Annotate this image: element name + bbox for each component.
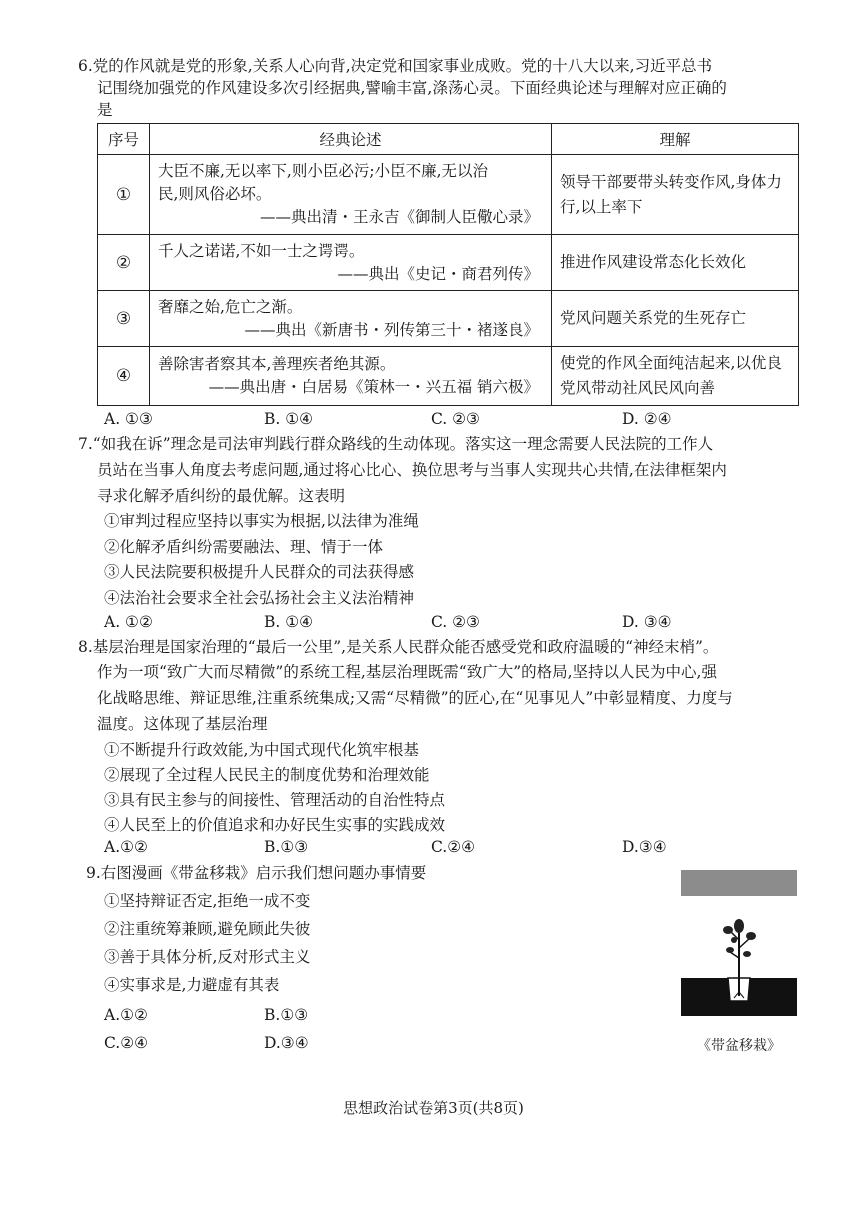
quote-cell <box>150 235 552 291</box>
tree-sapling-icon <box>723 919 756 978</box>
q7-stem-line-1: 7.“如我在诉”理念是司法审判践行群众路线的生动体现。落实这一理念需要人民法院的工作人 <box>78 435 714 453</box>
quote-source: ——典出《史记・商君列传》 <box>337 264 539 283</box>
q8-item-1: ①不断提升行政效能,为中国式现代化筑牢根基 <box>104 741 419 759</box>
page-footer: 思想政治试卷第3页(共8页) <box>343 1099 524 1117</box>
q9-option-d[interactable]: D.③④ <box>264 1034 309 1052</box>
quote-cell <box>150 347 552 406</box>
row-number: ② <box>98 235 150 291</box>
q8-item-4: ④人民至上的价值追求和办好民生实事的实践成效 <box>104 816 446 834</box>
q9-option-b[interactable]: B.①③ <box>264 1006 309 1024</box>
row-number: ③ <box>98 291 150 347</box>
q9-item-2: ②注重统筹兼顾,避免顾此失彼 <box>104 920 311 938</box>
q6-option-c[interactable]: C. ②③ <box>431 410 480 428</box>
q7-item-4: ④法治社会要求全社会弘扬社会主义法治精神 <box>104 589 415 607</box>
q9-option-c[interactable]: C.②④ <box>104 1034 149 1052</box>
q7-option-a[interactable]: A. ①② <box>104 613 153 631</box>
quote-text: 大臣不廉,无以率下,则小臣必污;小臣不廉,无以治 <box>158 162 489 180</box>
q9-item-3: ③善于具体分析,反对形式主义 <box>104 948 311 966</box>
quote-cell <box>150 155 552 235</box>
q6-stem-line-2: 记围绕加强党的作风建设多次引经据典,譬喻丰富,涤荡心灵。下面经典论述与理解对应正确的 <box>97 79 727 97</box>
classic-quotes-table <box>97 123 799 406</box>
q6-option-d[interactable]: D. ②④ <box>622 410 672 428</box>
q8-item-2: ②展现了全过程人民民主的制度优势和治理效能 <box>104 766 430 784</box>
q8-stem-line-1: 8.基层治理是国家治理的“最后一公里”,是关系人民群众能否感受党和政府温暖的“神经末梢”。 <box>78 638 719 656</box>
understanding-cell: 领导干部要带头转变作风,身体力行,以上率下 <box>552 155 799 235</box>
quote-source: ——典出《新唐书・列传第三十・褚遂良》 <box>244 320 539 339</box>
q9-stem: 9.右图漫画《带盆移栽》启示我们想问题办事情要 <box>86 864 427 882</box>
q7-option-b[interactable]: B. ①④ <box>264 613 314 631</box>
quote-text: 奢靡之始,危亡之渐。 <box>158 297 303 316</box>
understanding-cell: 党风问题关系党的生死存亡 <box>552 291 799 347</box>
q8-option-c[interactable]: C.②④ <box>431 838 476 856</box>
q7-option-d[interactable]: D. ③④ <box>622 613 672 631</box>
table-row <box>98 155 799 235</box>
understanding-cell: 推进作风建设常态化长效化 <box>552 235 799 291</box>
cartoon-gray-banner <box>681 870 797 896</box>
quote-text: 民,则风俗必坏。 <box>158 185 272 203</box>
header-quote: 经典论述 <box>150 124 552 155</box>
q7-item-1: ①审判过程应坚持以事实为根据,以法律为准绳 <box>104 512 419 530</box>
q8-stem-line-4: 温度。这体现了基层治理 <box>97 715 268 733</box>
q8-stem-line-2: 作为一项“致广大而尽精微”的系统工程,基层治理既需“致广大”的格局,坚持以人民为中心,强 <box>97 663 717 681</box>
table-row <box>98 291 799 347</box>
q7-item-2: ②化解矛盾纠纷需要融法、理、情于一体 <box>104 538 384 556</box>
table-row <box>98 347 799 406</box>
quote-source: ——典出唐・白居易《策林一・兴五福 销六极》 <box>208 378 539 396</box>
cartoon-transplant-with-pot <box>679 868 799 1058</box>
q8-option-a[interactable]: A.①② <box>104 838 148 856</box>
q7-stem-line-3: 寻求化解矛盾纠纷的最优解。这表明 <box>97 487 346 505</box>
q7-stem-line-2: 员站在当事人角度去考虑问题,通过将心比心、换位思考与当事人实现共心共情,在法律框架内 <box>97 461 727 479</box>
table-row <box>98 235 799 291</box>
q6-stem-line-3: 是 <box>97 101 113 119</box>
quote-source: ——典出清・王永吉《御制人臣儆心录》 <box>259 208 539 226</box>
row-number: ① <box>98 155 150 235</box>
q8-option-b[interactable]: B.①③ <box>264 838 309 856</box>
q7-option-c[interactable]: C. ②③ <box>431 613 480 631</box>
q9-item-4: ④实事求是,力避虚有其表 <box>104 976 280 994</box>
q6-option-a[interactable]: A. ①③ <box>104 410 153 428</box>
quote-cell <box>150 291 552 347</box>
q8-option-d[interactable]: D.③④ <box>622 838 667 856</box>
cartoon-caption: 《带盆移栽》 <box>697 1038 781 1054</box>
q8-item-3: ③具有民主参与的间接性、管理活动的自治性特点 <box>104 791 446 809</box>
q7-item-3: ③人民法院要积极提升人民群众的司法获得感 <box>104 563 415 581</box>
q9-option-a[interactable]: A.①② <box>104 1006 148 1024</box>
cartoon-drawing <box>679 868 799 1058</box>
quote-text: 千人之诺诺,不如一士之谔谔。 <box>158 241 365 260</box>
q6-option-b[interactable]: B. ①④ <box>264 410 314 428</box>
row-number: ④ <box>98 347 150 406</box>
header-number: 序号 <box>98 124 150 155</box>
q9-item-1: ①坚持辩证否定,拒绝一成不变 <box>104 892 311 910</box>
q6-stem-line-1: 6.党的作风就是党的形象,关系人心向背,决定党和国家事业成败。党的十八大以来,习近平总书 <box>78 57 713 75</box>
table-header-row <box>98 124 799 155</box>
q8-stem-line-3: 化战略思维、辩证思维,注重系统集成;又需“尽精微”的匠心,在“见事见人”中彰显精度、力度与 <box>97 689 733 707</box>
header-understanding: 理解 <box>552 124 799 155</box>
quote-text: 善除害者察其本,善理疾者绝其源。 <box>158 355 396 373</box>
understanding-cell: 使党的作风全面纯洁起来,以优良党风带动社风民风向善 <box>552 347 799 406</box>
